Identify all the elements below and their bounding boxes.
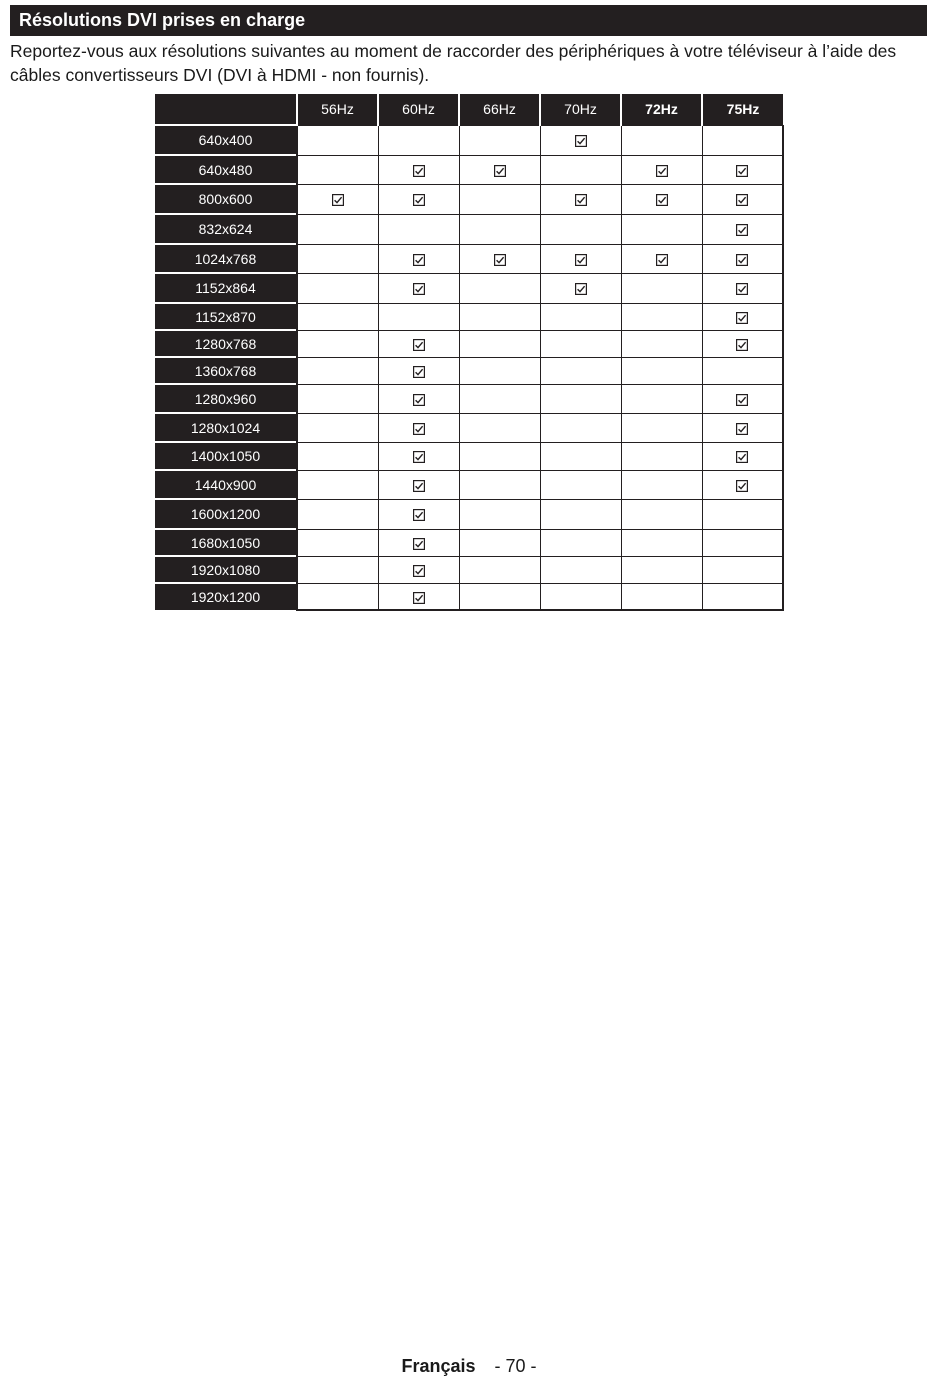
checked-box-icon [656, 254, 668, 266]
table-header-row [155, 94, 783, 125]
table-cell [702, 214, 783, 244]
table-cell [297, 499, 378, 529]
table-cell [378, 384, 459, 413]
table-cell [378, 413, 459, 442]
table-row [155, 244, 783, 273]
table-row [155, 413, 783, 442]
checked-box-icon [413, 592, 425, 604]
section-title: Résolutions DVI prises en charge [10, 5, 927, 36]
table-cell [702, 529, 783, 556]
table-row [155, 556, 783, 583]
table-row [155, 184, 783, 214]
table-row [155, 155, 783, 184]
checked-box-icon [413, 565, 425, 577]
table-cell [540, 529, 621, 556]
table-cell [297, 413, 378, 442]
table-cell [540, 384, 621, 413]
table-cell [540, 155, 621, 184]
checked-box-icon [736, 394, 748, 406]
table-cell [702, 125, 783, 155]
table-cell [378, 470, 459, 499]
table-cell [702, 384, 783, 413]
table-cell [297, 556, 378, 583]
row-label-resolution: 832x624 [155, 214, 297, 244]
table-row [155, 273, 783, 303]
checked-box-icon [413, 509, 425, 521]
table-row [155, 330, 783, 357]
table-cell [540, 357, 621, 384]
table-corner-cell [155, 94, 297, 125]
row-label-resolution: 640x480 [155, 155, 297, 184]
row-label-resolution: 1440x900 [155, 470, 297, 499]
table-cell [702, 330, 783, 357]
column-header-75hz: 75Hz [702, 94, 783, 125]
table-cell [378, 330, 459, 357]
table-cell [621, 125, 702, 155]
table-cell [378, 244, 459, 273]
page-number: - 70 - [494, 1356, 537, 1376]
checked-box-icon [413, 283, 425, 295]
table-row [155, 303, 783, 330]
checked-box-icon [494, 254, 506, 266]
table-cell [540, 184, 621, 214]
table-cell [459, 273, 540, 303]
row-label-resolution: 1920x1080 [155, 556, 297, 583]
table-cell [621, 499, 702, 529]
table-cell [297, 470, 378, 499]
table-cell [459, 155, 540, 184]
row-label-resolution: 1152x870 [155, 303, 297, 330]
checked-box-icon [413, 254, 425, 266]
table-cell [459, 330, 540, 357]
checked-box-icon [413, 394, 425, 406]
table-cell [459, 125, 540, 155]
table-cell [540, 583, 621, 610]
table-cell [297, 155, 378, 184]
checked-box-icon [413, 423, 425, 435]
table-row [155, 357, 783, 384]
table-cell [621, 384, 702, 413]
table-cell [621, 244, 702, 273]
table-cell [540, 413, 621, 442]
table-cell [297, 357, 378, 384]
table-row [155, 442, 783, 470]
checked-box-icon [656, 194, 668, 206]
table-cell [540, 442, 621, 470]
table-cell [621, 357, 702, 384]
checked-box-icon [413, 194, 425, 206]
checked-box-icon [656, 165, 668, 177]
table-cell [378, 273, 459, 303]
table-cell [459, 184, 540, 214]
table-cell [297, 583, 378, 610]
table-cell [621, 155, 702, 184]
table-cell [540, 303, 621, 330]
table-cell [540, 214, 621, 244]
table-cell [378, 184, 459, 214]
row-label-resolution: 1360x768 [155, 357, 297, 384]
footer-language: Français [401, 1356, 476, 1376]
row-label-resolution: 1920x1200 [155, 583, 297, 610]
table-cell [459, 413, 540, 442]
table-body [155, 125, 783, 610]
checked-box-icon [736, 224, 748, 236]
row-label-resolution: 640x400 [155, 125, 297, 155]
table-cell [378, 499, 459, 529]
table-cell [378, 214, 459, 244]
page-footer [0, 1356, 938, 1377]
table-cell [459, 357, 540, 384]
checked-box-icon [736, 339, 748, 351]
table-cell [702, 155, 783, 184]
checked-box-icon [413, 451, 425, 463]
column-header-72hz: 72Hz [621, 94, 702, 125]
table-cell [297, 330, 378, 357]
checked-box-icon [736, 194, 748, 206]
table-cell [378, 357, 459, 384]
table-cell [459, 556, 540, 583]
table-cell [621, 470, 702, 499]
table-cell [540, 499, 621, 529]
intro-paragraph: Reportez-vous aux résolutions suivantes au moment de raccorder des périphériques à votre téléviseur à l’aide des câbles convertisseurs DVI (DVI à HDMI - non fournis). [10, 41, 897, 85]
checked-box-icon [736, 254, 748, 266]
checked-box-icon [413, 165, 425, 177]
table-cell [297, 442, 378, 470]
table-cell [621, 556, 702, 583]
dvi-resolution-table [155, 94, 784, 611]
checked-box-icon [736, 312, 748, 324]
table-cell [459, 384, 540, 413]
table-cell [621, 303, 702, 330]
checked-box-icon [413, 339, 425, 351]
table-cell [378, 529, 459, 556]
table-row [155, 470, 783, 499]
table-cell [297, 125, 378, 155]
table-row [155, 384, 783, 413]
table-cell [702, 499, 783, 529]
table-cell [378, 155, 459, 184]
table-cell [621, 529, 702, 556]
table-cell [702, 413, 783, 442]
table-cell [621, 413, 702, 442]
table-cell [297, 303, 378, 330]
table-cell [459, 583, 540, 610]
column-header-70hz: 70Hz [540, 94, 621, 125]
checked-box-icon [413, 366, 425, 378]
table-cell [702, 273, 783, 303]
table-cell [702, 583, 783, 610]
table-cell [459, 470, 540, 499]
table-row [155, 529, 783, 556]
checked-box-icon [413, 538, 425, 550]
table-cell [540, 470, 621, 499]
table-cell [702, 303, 783, 330]
table-row [155, 583, 783, 610]
table-cell [297, 214, 378, 244]
row-label-resolution: 1400x1050 [155, 442, 297, 470]
table-cell [540, 273, 621, 303]
checked-box-icon [494, 165, 506, 177]
table-cell [702, 556, 783, 583]
table-cell [702, 470, 783, 499]
row-label-resolution: 1152x864 [155, 273, 297, 303]
checked-box-icon [575, 194, 587, 206]
checked-box-icon [575, 283, 587, 295]
checked-box-icon [413, 480, 425, 492]
checked-box-icon [736, 283, 748, 295]
row-label-resolution: 1600x1200 [155, 499, 297, 529]
column-header-60hz: 60Hz [378, 94, 459, 125]
table-cell [540, 125, 621, 155]
row-label-resolution: 1280x960 [155, 384, 297, 413]
checked-box-icon [736, 165, 748, 177]
table-cell [297, 184, 378, 214]
checked-box-icon [736, 480, 748, 492]
column-header-56hz: 56Hz [297, 94, 378, 125]
table-cell [702, 442, 783, 470]
table-cell [702, 244, 783, 273]
table-cell [621, 583, 702, 610]
table-cell [459, 442, 540, 470]
table-cell [702, 357, 783, 384]
row-label-resolution: 1024x768 [155, 244, 297, 273]
table-cell [540, 556, 621, 583]
table-cell [459, 529, 540, 556]
row-label-resolution: 1280x1024 [155, 413, 297, 442]
table-cell [702, 184, 783, 214]
row-label-resolution: 1280x768 [155, 330, 297, 357]
table-row [155, 214, 783, 244]
table-cell [378, 583, 459, 610]
checked-box-icon [575, 135, 587, 147]
checked-box-icon [736, 451, 748, 463]
table-cell [621, 330, 702, 357]
table-cell [378, 556, 459, 583]
table-cell [621, 273, 702, 303]
checked-box-icon [332, 194, 344, 206]
table-cell [378, 442, 459, 470]
table-row [155, 125, 783, 155]
table-cell [621, 442, 702, 470]
table-cell [540, 330, 621, 357]
checked-box-icon [575, 254, 587, 266]
table-cell [378, 303, 459, 330]
table-cell [459, 244, 540, 273]
table-cell [378, 125, 459, 155]
column-header-66hz: 66Hz [459, 94, 540, 125]
row-label-resolution: 800x600 [155, 184, 297, 214]
table-cell [621, 184, 702, 214]
table-cell [459, 303, 540, 330]
table-cell [459, 214, 540, 244]
table-cell [540, 244, 621, 273]
table-cell [459, 499, 540, 529]
row-label-resolution: 1680x1050 [155, 529, 297, 556]
checked-box-icon [736, 423, 748, 435]
table-cell [297, 384, 378, 413]
table-cell [621, 214, 702, 244]
table-cell [297, 273, 378, 303]
table-cell [297, 244, 378, 273]
table-cell [297, 529, 378, 556]
table-row [155, 499, 783, 529]
